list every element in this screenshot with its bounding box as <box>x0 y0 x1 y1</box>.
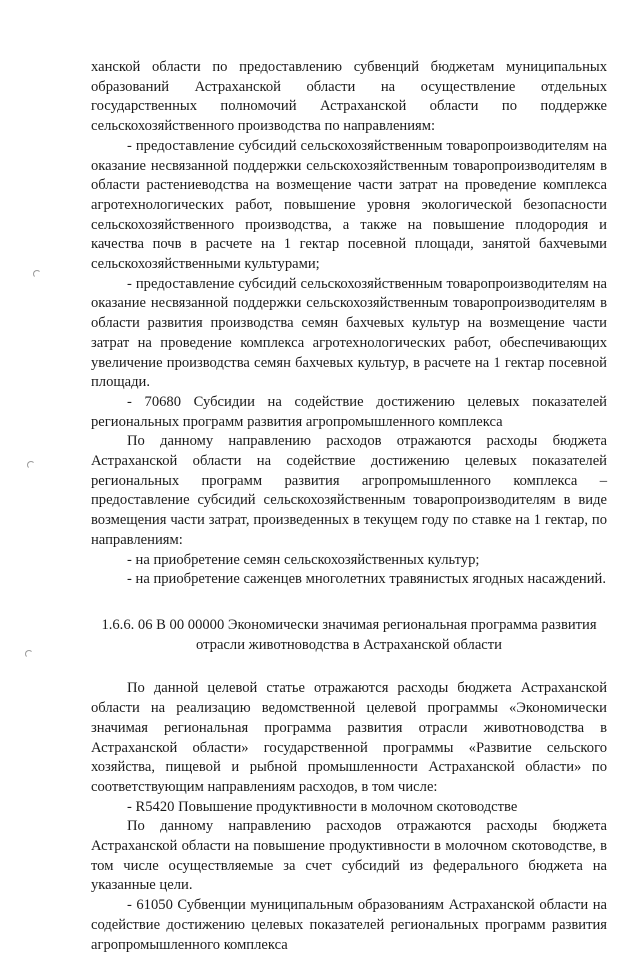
list-item: - 70680 Субсидии на содействие достижению целевых показателей региональных программ развития агропромышленного комплекса <box>91 393 607 430</box>
list-item: - на приобретение саженцев многолетних травянистых ягодных насаждений. <box>127 571 607 588</box>
paragraph: По данному направлению расходов отражаются расходы бюджета Астраханской области на повышение продуктивности в молочном скотоводстве, в том числе осуществляемые за счет субсидий из федерального бюджета на указанные цели. <box>91 818 607 894</box>
section-heading: 1.6.6. 06 В 00 00000 Экономически значимая региональная программа развития отрасли животноводства в Астраханской области <box>101 616 597 653</box>
list-item: - на приобретение семян сельскохозяйственных культур; <box>127 551 480 568</box>
scan-artifact <box>33 270 41 278</box>
paragraph: По данной целевой статье отражаются расходы бюджета Астраханской области на реализацию ведомственной целевой программы «Экономически значимая региональная программа развития отрасли животноводства в Астраханской области» государственной программы «Развитие сельского хозяйства, пищевой и рыбной промышленности Астраханской области» по соответствующим направлениям расходов, в том числе: <box>91 680 607 795</box>
document-body <box>91 58 607 955</box>
list-item: - R5420 Повышение продуктивности в молочном скотоводстве <box>127 798 518 815</box>
scan-artifact <box>27 461 35 469</box>
list-item: - предоставление субсидий сельскохозяйственным товаропроизводителям на оказание несвязанной поддержки сельскохозяйственным товаропроизводителям в области развития производства семян бахчевых культур на возмещение части затрат на проведение комплекса агротехнологических работ, обеспечивающих увеличение производства семян бахчевых культур, в расчете на 1 гектар посевной площади. <box>91 275 607 391</box>
paragraph: По данному направлению расходов отражаются расходы бюджета Астраханской области на содействие достижению целевых показателей региональных программ развития агропромышленного комплекса – предоставление субсидий сельскохозяйственным товаропроизводителям в виде возмещения части затрат, произведенных в текущем году по ставке на 1 гектар, по направлениям: <box>91 433 607 548</box>
list-item: - предоставление субсидий сельскохозяйственным товаропроизводителям на оказание несвязанной поддержки сельскохозяйственным товаропроизводителям в области растениеводства на возмещение части затрат на проведение комплекса агротехнологических работ, повышение уровня экологической безопасности сельскохозяйственного производства, а также на повышение плодородия и качества почв в расчете на 1 гектар посевной площади, занятой бахчевыми сельскохозяйственными культурами; <box>91 137 607 273</box>
list-item: - 61050 Субвенции муниципальным образованиям Астраханской области на содействие достижению целевых показателей региональных программ развития агропромышленного комплекса <box>91 897 607 953</box>
scan-artifact <box>25 650 33 658</box>
paragraph: ханской области по предоставлению субвенций бюджетам муниципальных образований Астраханской области на осуществление отдельных государственных полномочий Астраханской области по поддержке сельскохозяйственного производства по направлениям: <box>91 59 607 135</box>
